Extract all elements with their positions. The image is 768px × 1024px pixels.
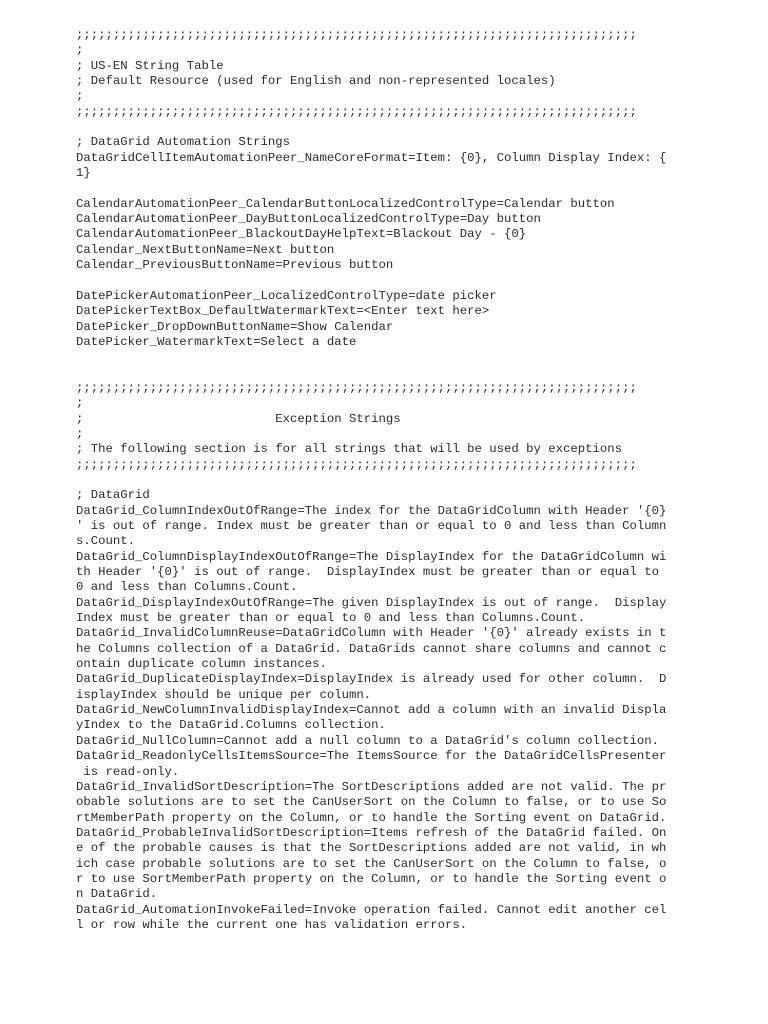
- text-line: rtMemberPath property on the Column, or to handle the Sorting event on DataGrid.: [76, 810, 667, 825]
- text-line: yIndex to the DataGrid.Columns collection.: [76, 718, 386, 733]
- text-line: [76, 366, 676, 381]
- document-page: [76, 28, 676, 933]
- text-line: DatePickerTextBox_DefaultWatermarkText=<Enter text here>: [76, 304, 490, 319]
- text-line: n DataGrid.: [76, 887, 158, 902]
- text-line: ; Default Resource (used for English and non-represented locales): [76, 74, 556, 89]
- text-line: Calendar_NextButtonName=Next button: [76, 242, 335, 257]
- text-line: [76, 274, 676, 289]
- text-line: l or row while the current one has validation errors.: [76, 917, 468, 932]
- text-line: DatePickerAutomationPeer_LocalizedControlType=date picker: [76, 288, 497, 303]
- text-line: ; The following section is for all strings that will be used by exceptions: [76, 442, 623, 457]
- text-line: ;;;;;;;;;;;;;;;;;;;;;;;;;;;;;;;;;;;;;;;;;;;;;;;;;;;;;;;;;;;;;;;;;;;;;;;;;;;;: [76, 380, 637, 395]
- text-line: DatePicker_DropDownButtonName=Show Calendar: [76, 319, 394, 334]
- text-line: he Columns collection of a DataGrid. DataGrids cannot share columns and cannot c: [76, 641, 667, 656]
- text-line: [76, 350, 676, 365]
- text-line: obable solutions are to set the CanUserSort on the Column to false, or to use So: [76, 795, 667, 810]
- text-line: CalendarAutomationPeer_BlackoutDayHelpText=Blackout Day - {0}: [76, 227, 527, 242]
- text-line: ;: [76, 396, 84, 411]
- text-line: s.Count.: [76, 534, 136, 549]
- section-heading: ; Exception Strings: [76, 411, 401, 426]
- text-line: DataGrid_ColumnIndexOutOfRange=The index for the DataGridColumn with Header '{0}: [76, 503, 667, 518]
- text-line: DataGrid_ColumnDisplayIndexOutOfRange=The DisplayIndex for the DataGridColumn wi: [76, 549, 667, 564]
- text-line: DataGrid_DisplayIndexOutOfRange=The given DisplayIndex is out of range. Display: [76, 595, 667, 610]
- text-line: DataGrid_NewColumnInvalidDisplayIndex=Cannot add a column with an invalid Displa: [76, 703, 667, 718]
- text-line: ;: [76, 89, 84, 104]
- text-line: DataGrid_InvalidColumnReuse=DataGridColumn with Header '{0}' already exists in t: [76, 626, 667, 641]
- text-line: DataGridCellItemAutomationPeer_NameCoreFormat=Item: {0}, Column Display Index: {: [76, 150, 667, 165]
- text-line: DataGrid_DuplicateDisplayIndex=DisplayIndex is already used for other column. D: [76, 672, 667, 687]
- text-line: DatePicker_WatermarkText=Select a date: [76, 334, 357, 349]
- text-line: e of the probable causes is that the SortDescriptions added are not valid, in wh: [76, 841, 667, 856]
- text-line: Calendar_PreviousButtonName=Previous button: [76, 258, 394, 273]
- text-line: isplayIndex should be unique per column.: [76, 687, 372, 702]
- text-line: DataGrid_ProbableInvalidSortDescription=Items refresh of the DataGrid failed. On: [76, 825, 667, 840]
- text-line: ;;;;;;;;;;;;;;;;;;;;;;;;;;;;;;;;;;;;;;;;;;;;;;;;;;;;;;;;;;;;;;;;;;;;;;;;;;;;: [76, 457, 637, 472]
- text-line: th Header '{0}' is out of range. DisplayIndex must be greater than or equal to: [76, 565, 659, 580]
- text-line: [76, 181, 676, 196]
- text-line: ' is out of range. Index must be greater than or equal to 0 and less than Column: [76, 519, 667, 533]
- text-line: [76, 120, 676, 135]
- section-comment: ; DataGrid Automation Strings: [76, 135, 291, 150]
- text-line: DataGrid_AutomationInvokeFailed=Invoke operation failed. Cannot edit another cel: [76, 902, 667, 917]
- text-line: ontain duplicate column instances.: [76, 657, 327, 672]
- text-line: CalendarAutomationPeer_CalendarButtonLocalizedControlType=Calendar button: [76, 196, 615, 211]
- text-line: 0 and less than Columns.Count.: [76, 580, 298, 595]
- text-line: DataGrid_NullColumn=Cannot add a null column to a DataGrid's column collection.: [76, 733, 659, 748]
- document-title: ; US-EN String Table: [76, 58, 224, 73]
- text-line: r to use SortMemberPath property on the Column, or to handle the Sorting event o: [76, 871, 667, 886]
- text-line: ;: [76, 426, 84, 441]
- text-line: DataGrid_InvalidSortDescription=The SortDescriptions added are not valid. The pr: [76, 779, 667, 794]
- text-line: DataGrid_ReadonlyCellsItemsSource=The ItemsSource for the DataGridCellsPresenter: [76, 749, 667, 764]
- text-line: ich case probable solutions are to set the CanUserSort on the Column to false, o: [76, 856, 667, 871]
- text-line: ;;;;;;;;;;;;;;;;;;;;;;;;;;;;;;;;;;;;;;;;;;;;;;;;;;;;;;;;;;;;;;;;;;;;;;;;;;;;: [76, 104, 637, 119]
- text-line: Index must be greater than or equal to 0 and less than Columns.Count.: [76, 611, 586, 626]
- text-line: is read-only.: [76, 764, 180, 779]
- text-line: ;;;;;;;;;;;;;;;;;;;;;;;;;;;;;;;;;;;;;;;;;;;;;;;;;;;;;;;;;;;;;;;;;;;;;;;;;;;;: [76, 28, 637, 42]
- text-line: 1}: [76, 166, 91, 181]
- text-line: ;: [76, 43, 84, 58]
- text-line: CalendarAutomationPeer_DayButtonLocalizedControlType=Day button: [76, 212, 541, 227]
- section-comment: ; DataGrid: [76, 488, 150, 503]
- text-line: [76, 473, 676, 488]
